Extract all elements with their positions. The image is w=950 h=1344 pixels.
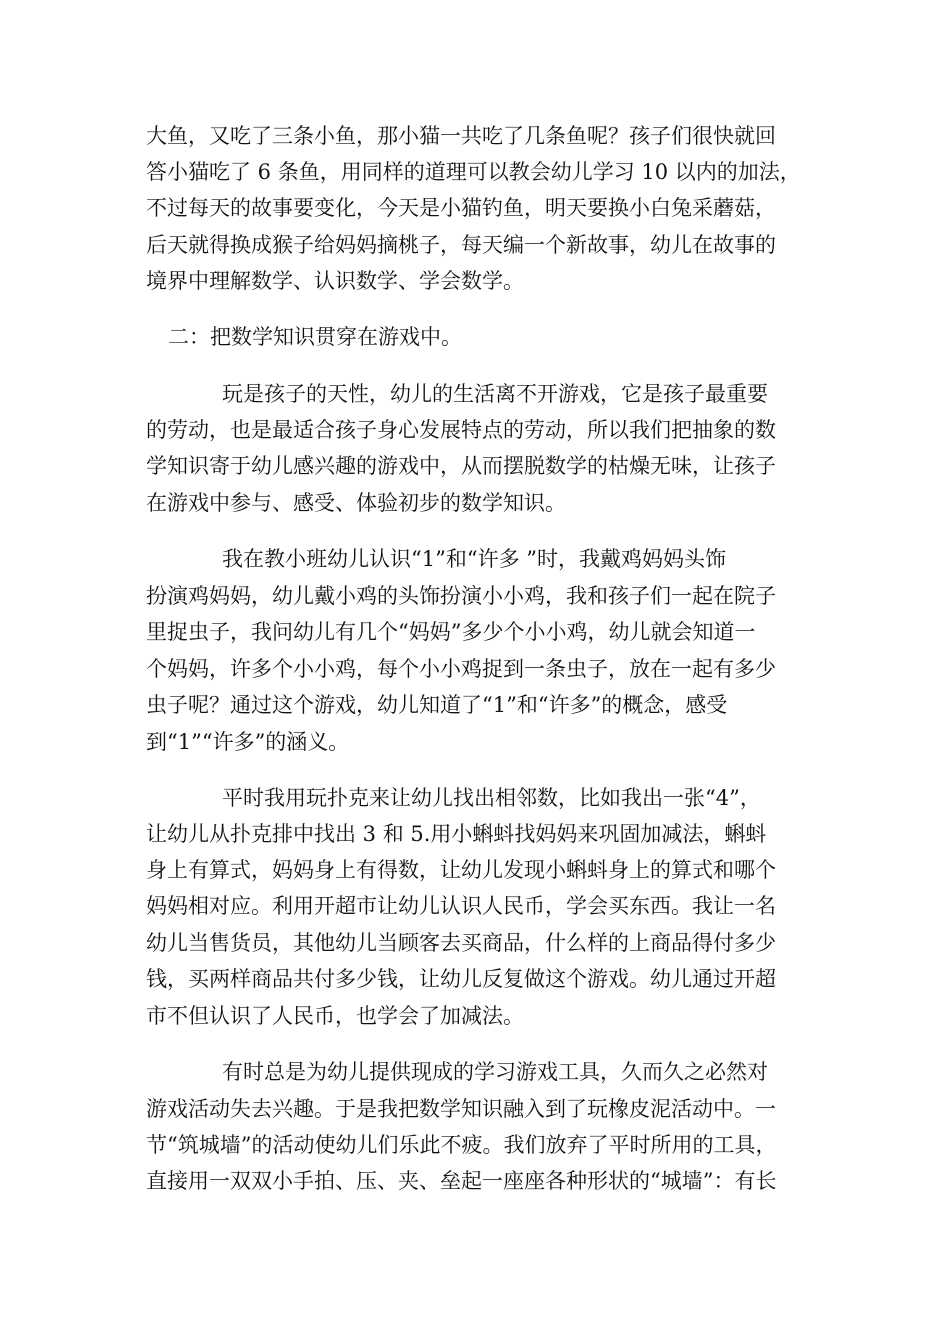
text-line: 虫子呢？通过这个游戏，幼儿知道了“1”和“许多”的概念，感受 <box>146 693 728 717</box>
text-line: 钱，买两样商品共付多少钱，让幼儿反复做这个游戏。幼儿通过开超 <box>146 967 776 991</box>
text-line: 游戏活动失去兴趣。于是我把数学知识融入到了玩橡皮泥活动中。一 <box>146 1097 776 1121</box>
text-line: 的劳动，也是最适合孩子身心发展特点的劳动，所以我们把抽象的数 <box>146 418 776 442</box>
text-line: 答小猫吃了 6 条鱼，用同样的道理可以教会幼儿学习 10 以内的加法， <box>146 160 801 184</box>
text-line: 直接用一双双小手拍、压、夹、垒起一座座各种形状的“城墙”：有长 <box>146 1169 777 1193</box>
text-line: 身上有算式，妈妈身上有得数，让幼儿发现小蝌蚪身上的算式和哪个 <box>146 858 776 882</box>
text-line: 后天就得换成猴子给妈妈摘桃子，每天编一个新故事，幼儿在故事的 <box>146 233 776 257</box>
text-line: 不过每天的故事要变化，今天是小猫钓鱼，明天要换小白兔采蘑菇， <box>146 196 776 220</box>
text-line: 让幼儿从扑克排中找出 3 和 5.用小蝌蚪找妈妈来巩固加减法，蝌蚪 <box>146 822 767 846</box>
text-line: 大鱼，又吃了三条小鱼，那小猫一共吃了几条鱼呢？孩子们很快就回 <box>146 124 776 148</box>
text-line: 有时总是为幼儿提供现成的学习游戏工具，久而久之必然对 <box>222 1060 768 1084</box>
text-line: 学知识寄于幼儿感兴趣的游戏中，从而摆脱数学的枯燥无味，让孩子 <box>146 454 776 478</box>
text-line: 个妈妈，许多个小小鸡，每个小小鸡捉到一条虫子，放在一起有多少 <box>146 657 776 681</box>
text-line: 到“1”“许多”的涵义。 <box>146 730 350 754</box>
text-line: 玩是孩子的天性，幼儿的生活离不开游戏，它是孩子最重要 <box>222 382 768 406</box>
text-line: 我在教小班幼儿认识“1”和“许多 ”时，我戴鸡妈妈头饰 <box>222 547 726 571</box>
text-line: 妈妈相对应。利用开超市让幼儿认识人民币，学会买东西。我让一名 <box>146 894 776 918</box>
text-line: 平时我用玩扑克来让幼儿找出相邻数，比如我出一张“4”， <box>222 786 761 810</box>
text-line: 在游戏中参与、感受、体验初步的数学知识。 <box>146 491 566 515</box>
section-heading: 二：把数学知识贯穿在游戏中。 <box>168 325 462 349</box>
text-line: 节“筑城墙”的活动使幼儿们乐此不疲。我们放弃了平时所用的工具， <box>146 1133 777 1157</box>
text-line: 里捉虫子，我问幼儿有几个“妈妈”多少个小小鸡，幼儿就会知道一 <box>146 620 756 644</box>
text-line: 扮演鸡妈妈，幼儿戴小鸡的头饰扮演小小鸡，我和孩子们一起在院子 <box>146 584 776 608</box>
text-line: 幼儿当售货员，其他幼儿当顾客去买商品，什么样的上商品得付多少 <box>146 931 776 955</box>
text-line: 境界中理解数学、认识数学、学会数学。 <box>146 269 524 293</box>
text-line: 市不但认识了人民币，也学会了加减法。 <box>146 1004 524 1028</box>
